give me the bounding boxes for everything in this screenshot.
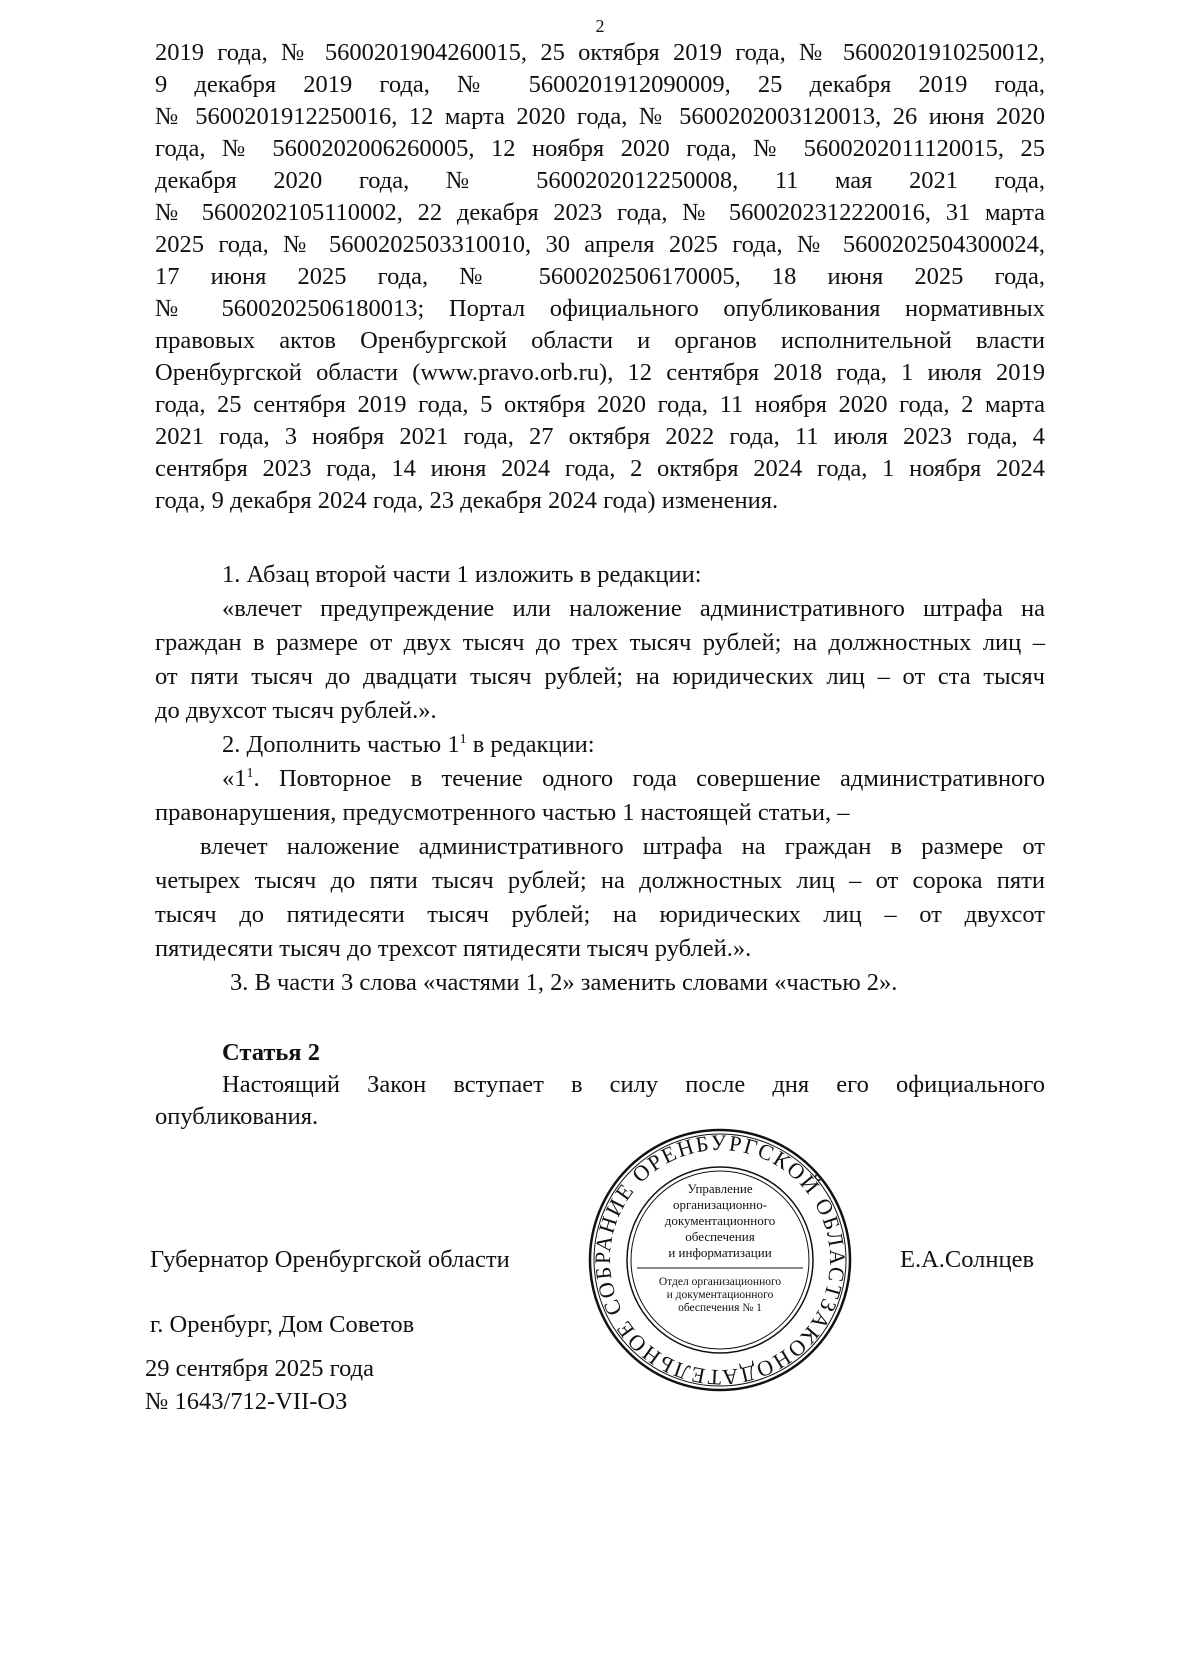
text-line: правовых актов Оренбургской области и органов исполнительной власти — [155, 327, 1045, 354]
text-line: № 5600201912250016, 12 марта 2020 года, № 5600202003120013, 26 июня 2020 — [155, 103, 1045, 130]
text: . Повторное в течение одного года совершение административного — [253, 765, 1045, 792]
text-line: граждан в размере от двух тысяч до трех тысяч рублей; на должностных лиц – — [155, 629, 1045, 656]
text-line: № 5600202506180013; Портал официального опубликования нормативных — [155, 295, 1045, 322]
text-line: декабря 2020 года, № 5600202012250008, 11 мая 2021 года, — [155, 167, 1045, 194]
signing-date: 29 сентября 2025 года — [145, 1355, 374, 1382]
text-line: года, 25 сентября 2019 года, 5 октября 2020 года, 11 ноября 2020 года, 2 марта — [155, 391, 1045, 418]
text-line: 17 июня 2025 года, № 5600202506170005, 18 июня 2025 года, — [155, 263, 1045, 290]
text-line: сентября 2023 года, 14 июня 2024 года, 2 октября 2024 года, 1 ноября 2024 — [155, 455, 1045, 482]
item-1-heading: 1. Абзац второй части 1 изложить в редакции: — [222, 561, 702, 588]
signatory-position: Губернатор Оренбургской области — [150, 1246, 510, 1273]
superscript: 1 — [246, 765, 254, 781]
superscript: 1 — [459, 731, 467, 747]
text-line: № 5600202105110002, 22 декабря 2023 года, № 5600202312220016, 31 марта — [155, 199, 1045, 226]
item-2-heading — [222, 730, 595, 760]
text-line: тысяч до пятидесяти тысяч рублей; на юридических лиц – от двухсот — [155, 901, 1045, 928]
text-line: правонарушения, предусмотренного частью 1 настоящей статьи, – — [155, 799, 850, 826]
seal-text: обеспечения — [685, 1229, 755, 1244]
text-line: 2025 года, № 5600202503310010, 30 апреля 2025 года, № 5600202504300024, — [155, 231, 1045, 258]
seal-text: Управление — [687, 1181, 753, 1196]
text-line: опубликования. — [155, 1103, 319, 1130]
text-line: пятидесяти тысяч до трехсот пятидесяти тысяч рублей.». — [155, 935, 752, 962]
svg-text:ЗАКОНОДАТЕЛЬНОЕ СОБРАНИЕ ОРЕНБ — [585, 1125, 855, 1395]
seal-text: обеспечения № 1 — [678, 1302, 762, 1314]
text-line: 2019 года, № 5600201904260015, 25 октября 2019 года, № 5600201910250012, — [155, 39, 1045, 66]
page-number: 2 — [595, 16, 605, 36]
text-line: влечет наложение административного штрафа на граждан в размере от — [200, 833, 1045, 860]
seal-text: документационного — [664, 1213, 776, 1228]
text-line: до двухсот тысяч рублей.». — [155, 697, 437, 724]
text-line — [222, 764, 1045, 794]
seal-text: и документационного — [666, 1289, 774, 1301]
text-line: от пяти тысяч до двадцати тысяч рублей; на юридических лиц – от ста тысяч — [155, 663, 1045, 690]
text-line: 2021 года, 3 ноября 2021 года, 27 октября 2022 года, 11 июля 2023 года, 4 — [155, 423, 1045, 450]
text: 2. Дополнить частью 1 — [222, 731, 460, 758]
item-3: 3. В части 3 слова «частями 1, 2» заменить словами «частью 2». — [230, 969, 898, 996]
text: в редакции: — [466, 731, 595, 758]
text: «1 — [222, 765, 247, 792]
seal-text: и информатизации — [668, 1245, 772, 1260]
text-line: Настоящий Закон вступает в силу после дня его официального — [222, 1071, 1045, 1098]
text-line: Оренбургской области (www.pravo.orb.ru), 12 сентября 2018 года, 1 июля 2019 — [155, 359, 1045, 386]
text-line: четырех тысяч до пяти тысяч рублей; на должностных лиц – от сорока пяти — [155, 867, 1045, 894]
text-line: года, 9 декабря 2024 года, 23 декабря 2024 года) изменения. — [155, 487, 779, 514]
text-line: «влечет предупреждение или наложение административного штрафа на — [222, 595, 1045, 622]
signatory-name: Е.А.Солнцев — [900, 1246, 1035, 1273]
seal-text: организационно- — [672, 1197, 768, 1212]
seal-text: Отдел организационного — [658, 1276, 782, 1288]
text-line: года, № 5600202006260005, 12 ноября 2020 года, № 5600202011120015, 25 — [155, 135, 1045, 162]
official-seal — [585, 1125, 855, 1395]
signing-place: г. Оренбург, Дом Советов — [150, 1311, 415, 1338]
law-number: № 1643/712-VII-ОЗ — [145, 1388, 348, 1415]
seal-ring-text: ЗАКОНОДАТЕЛЬНОЕ СОБРАНИЕ ОРЕНБУРГСКОЙ ОБЛАСТИ — [589, 1129, 851, 1391]
text-line: 9 декабря 2019 года, № 5600201912090009, 25 декабря 2019 года, — [155, 71, 1045, 98]
article-2-title: Статья 2 — [222, 1039, 320, 1066]
